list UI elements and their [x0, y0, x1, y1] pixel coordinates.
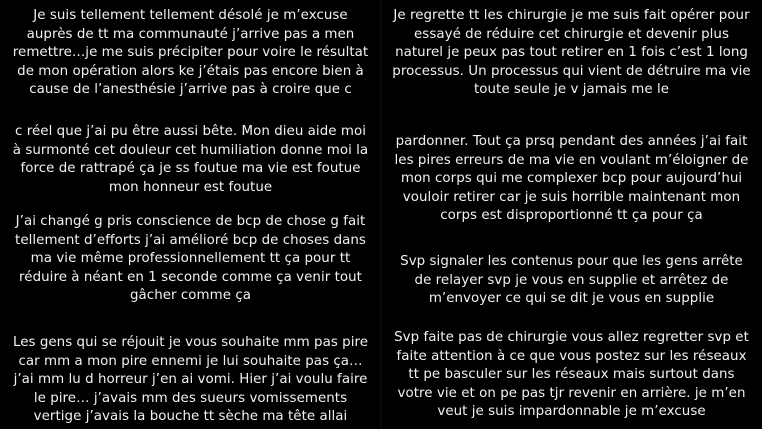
story-caption-right-3: Svp signaler les contenus pour que les gens arrête de relayer svp je vous en supplie et arrêtez de m’envoyer ce qui se dit je vous en supplie [400, 254, 743, 307]
story-caption-right-2: pardonner. Tout ça prsq pendant des années j’ai fait les pires erreurs de ma vie en voulant m’éloigner de mon corps qui me complexer bcp pour aujourd’hui vouloir retirer car je suis horrible maintenant mon corps est disproportionné tt ça pour ça [394, 134, 749, 224]
story-caption-right-4: Svp faite pas de chirurgie vous allez regretter svp et faite attention à ce que vous postez sur les réseaux tt pe basculer sur les réseaux mais surtout dans votre vie et on pe pas tjr revenir en arrière. je m’en veut je suis impardonnable je m’excuse [394, 330, 749, 420]
story-caption-left-2: c réel que j’ai pu être aussi bête. Mon dieu aide moi à surmonté cet douleur cet humiliation donne moi la force de rattrapé ça je ss foutue ma vie est foutue mon honneur est foutue [12, 124, 369, 195]
story-caption-left-3: J’ai changé g pris conscience de bcp de chose g fait tellement d’efforts j’ai amélioré bcp de choses dans ma vie même professionnellement tt ça pour tt réduire à néant en 1 seconde comme ça venir tout gâcher comme ça [15, 214, 366, 304]
story-caption-left-1: Je suis tellement tellement désolé je m’excuse auprès de tt ma communauté j’arrive pas a men remettre…je me suis précipiter pour voire le résultat de mon opération alors ke j’étais pas encore bien à cause de l’anesthésie j’arrive pas à croire que c [12, 8, 369, 98]
right-story-column [381, 0, 762, 429]
story-caption-left-4: Les gens qui se réjouit je vous souhaite mm pas pire car mm a mon pire ennemi je lui souhaite pas ça… j’ai mm lu d horreur j’en ai vomi. Hier j’ai voulu faire le pire… j’avais mm des sueurs vomissements vertige j’avais la bouche tt sèche ma tête allai [12, 335, 369, 425]
story-caption-right-1: Je regrette tt les chirurgie je me suis fait opérer pour essayé de réduire cet chirurgie et devenir plus naturel je peux pas tout retirer en 1 fois c’est 1 long processus. Un processus qui vient de détruire ma vie toute seule je v jamais me le [392, 8, 751, 98]
